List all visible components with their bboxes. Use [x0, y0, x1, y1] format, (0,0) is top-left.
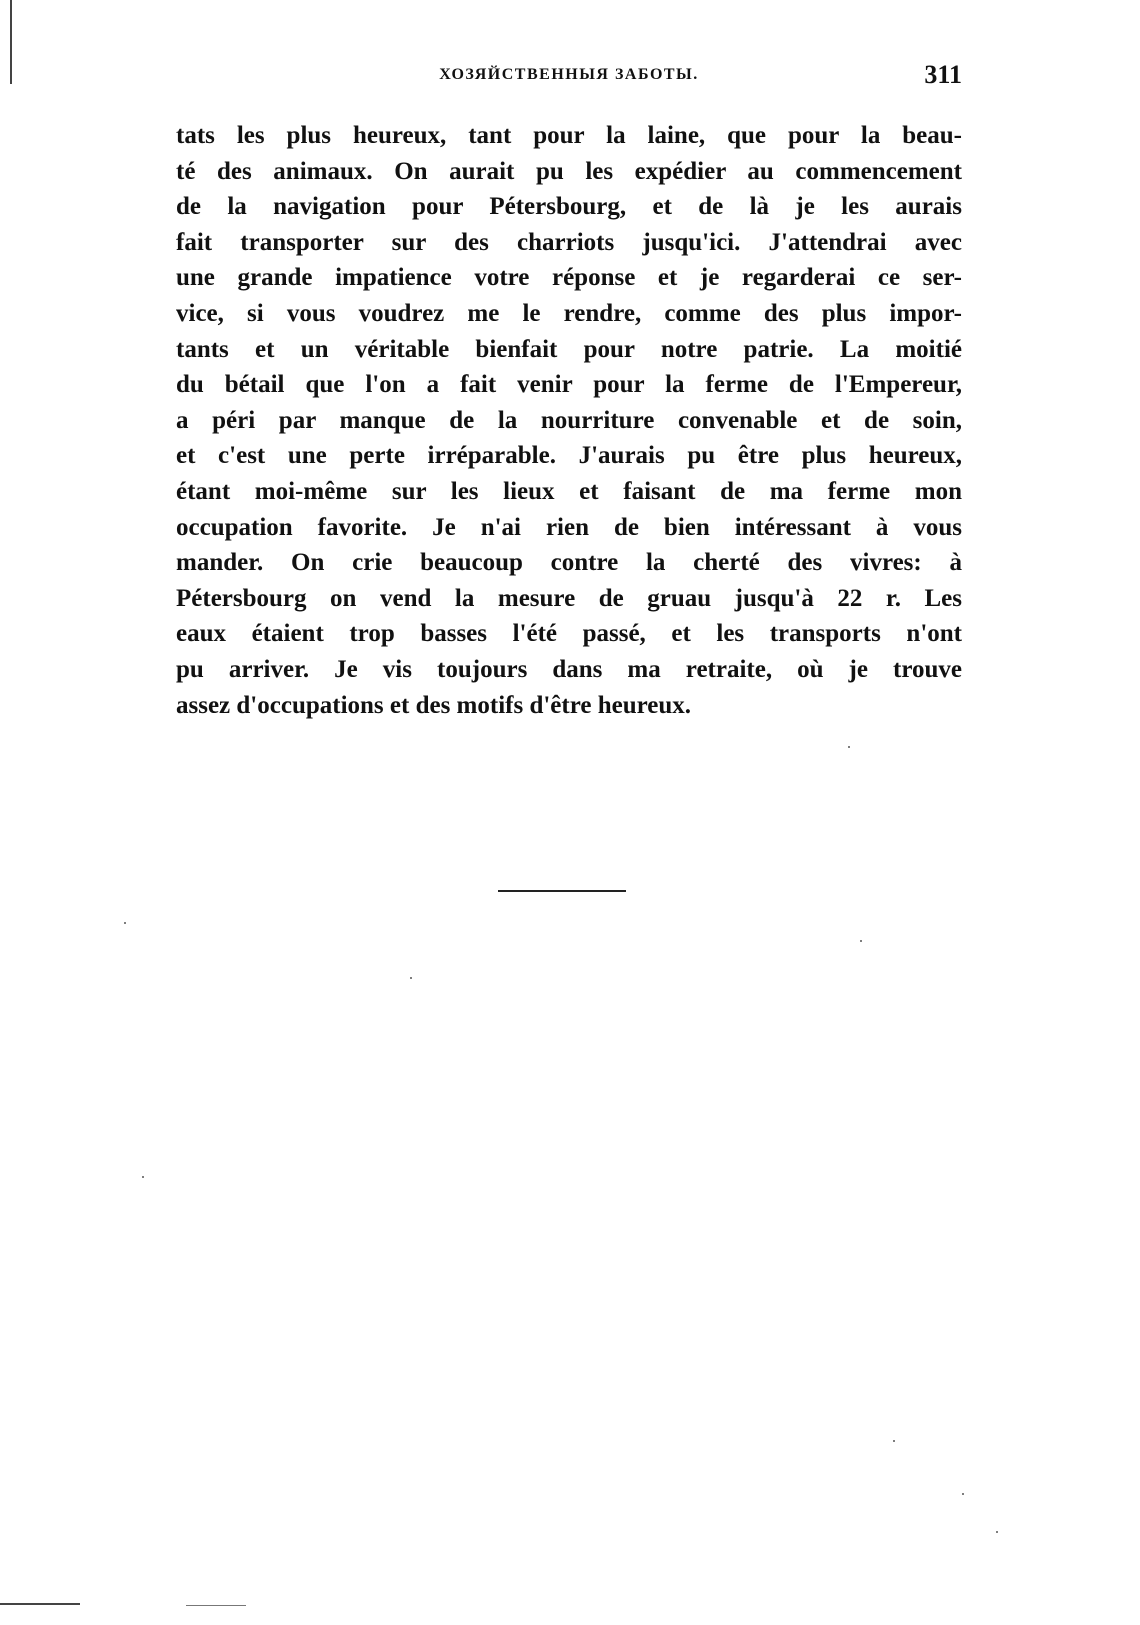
scan-speck — [124, 922, 126, 924]
scan-speck — [142, 1176, 144, 1178]
running-title: ХОЗЯЙСТВЕННЫЯ ЗАБОТЫ. — [439, 66, 699, 83]
section-end-rule — [498, 890, 626, 892]
text-line: mander. On crie beaucoup contre la cherté des vivres: à — [176, 549, 962, 577]
text-line: de la navigation pour Pétersbourg, et de là je les aurais — [176, 193, 962, 221]
text-line: tats les plus heureux, tant pour la laine, que pour la beau- — [176, 122, 962, 149]
scan-speck — [848, 746, 850, 748]
text-line: tants et un véritable bienfait pour notre patrie. La moitié — [176, 335, 962, 363]
text-line: Pétersbourg on vend la mesure de gruau jusqu'à 22 r. Les — [176, 584, 962, 612]
text-line-last: assez d'occupations et des motifs d'être heureux. — [176, 691, 692, 719]
text-line: étant moi-même sur les lieux et faisant de ma ferme mon — [176, 477, 962, 505]
text-line: té des animaux. On aurait pu les expédier au commencement — [176, 157, 962, 185]
scan-edge-mark — [10, 0, 12, 84]
text-line: eaux étaient trop basses l'été passé, et les transports n'ont — [176, 620, 962, 648]
scan-speck — [893, 1440, 895, 1442]
text-line: a péri par manque de la nourriture convenable et de soin, — [176, 406, 962, 434]
scan-edge-mark — [186, 1605, 246, 1606]
scan-speck — [962, 1493, 964, 1495]
scan-speck — [410, 977, 412, 979]
scan-speck — [860, 940, 862, 942]
text-line: du bétail que l'on a fait venir pour la ferme de l'Empereur, — [176, 371, 962, 399]
scan-edge-mark — [0, 1603, 80, 1605]
page-number: 311 — [924, 60, 962, 89]
text-line: fait transporter sur des charriots jusqu'ici. J'attendrai avec — [176, 228, 962, 256]
text-line: pu arriver. Je vis toujours dans ma retraite, où je trouve — [176, 655, 962, 683]
scan-speck — [996, 1531, 998, 1533]
text-line: une grande impatience votre réponse et je regarderai ce ser- — [176, 264, 962, 292]
body-text — [176, 118, 962, 723]
running-head — [176, 60, 962, 90]
text-line: vice, si vous voudrez me le rendre, comme des plus impor- — [176, 299, 962, 327]
text-line: et c'est une perte irréparable. J'aurais pu être plus heureux, — [176, 442, 962, 470]
text-line: occupation favorite. Je n'ai rien de bien intéressant à vous — [176, 513, 962, 541]
